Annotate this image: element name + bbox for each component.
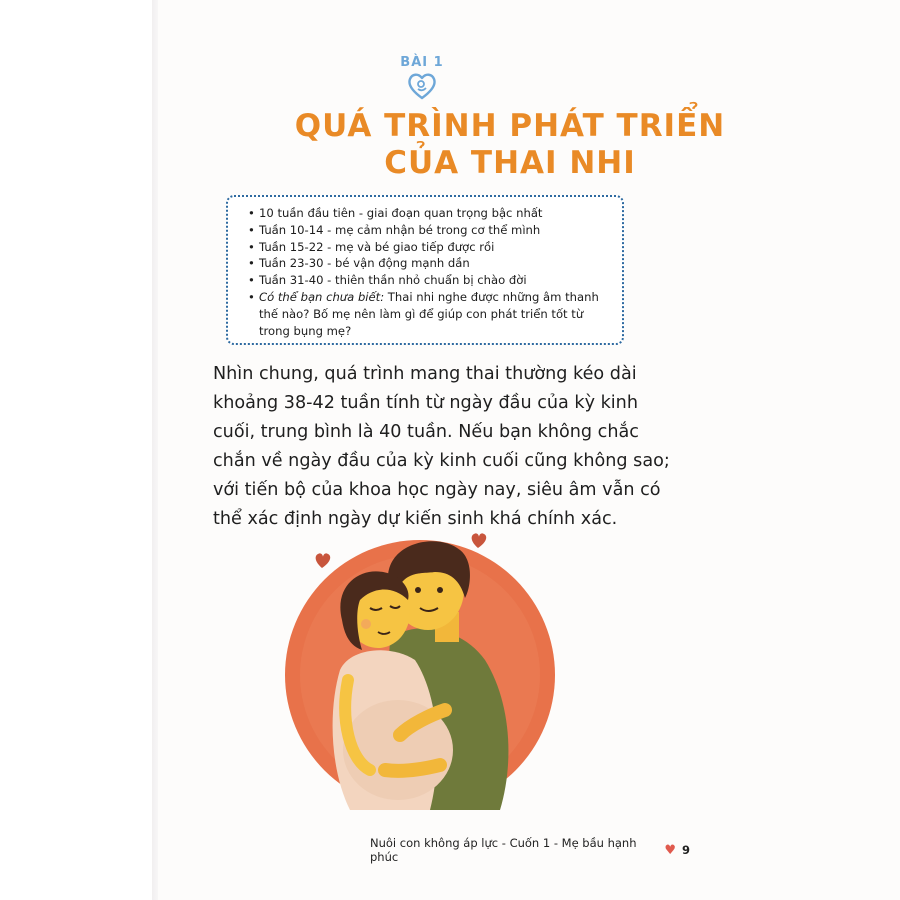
heart-icon (316, 553, 331, 568)
summary-item: • Tuần 15-22 - mẹ và bé giao tiếp được rồi (250, 239, 610, 256)
lesson-header (372, 55, 472, 100)
summary-note-text: Thai nhi nghe được những âm thanh thế nào? Bố mẹ nên làm gì để giúp con phát triển tốt từ trong bụng mẹ? (259, 289, 599, 338)
summary-item: • Tuần 10-14 - mẹ cảm nhận bé trong cơ thể mình (250, 222, 610, 239)
baby-heart-icon (407, 72, 437, 100)
chapter-summary-box (226, 195, 624, 345)
heart-icon: ♥ (664, 842, 676, 858)
page-footer (370, 836, 690, 864)
summary-note-label: Có thể bạn chưa biết: (259, 289, 385, 304)
running-title: Nuôi con không áp lực - Cuốn 1 - Mẹ bầu hạnh phúc (370, 836, 637, 864)
page-number: 9 (681, 843, 690, 857)
summary-item: • Tuần 23-30 - bé vận động mạnh dần (250, 255, 610, 272)
summary-list (242, 205, 610, 339)
page-title-line-2: CỦA THAI NHI (384, 145, 636, 181)
summary-item: • 10 tuần đầu tiên - giai đoạn quan trọng bậc nhất (250, 205, 610, 222)
lesson-label: BÀI 1 (400, 55, 444, 70)
heart-icon (472, 533, 487, 548)
body-paragraph: Nhìn chung, quá trình mang thai thường kéo dài khoảng 38-42 tuần tính từ ngày đầu của kỳ kinh cuối, trung bình là 40 tuần. Nếu bạn không chắc chắn về ngày đầu của kỳ kinh cuối cũng không sao; với tiến bộ của khoa học ngày nay, siêu âm vẫn có thể xác định ngày dự kiến sinh khá chính xác. (213, 364, 670, 529)
page-title-line-1: QUÁ TRÌNH PHÁT TRIỂN (294, 108, 726, 144)
summary-note (250, 289, 610, 339)
summary-item: • Tuần 31-40 - thiên thần nhỏ chuẩn bị chào đời (250, 272, 610, 289)
couple-pregnancy-illustration (270, 520, 570, 820)
